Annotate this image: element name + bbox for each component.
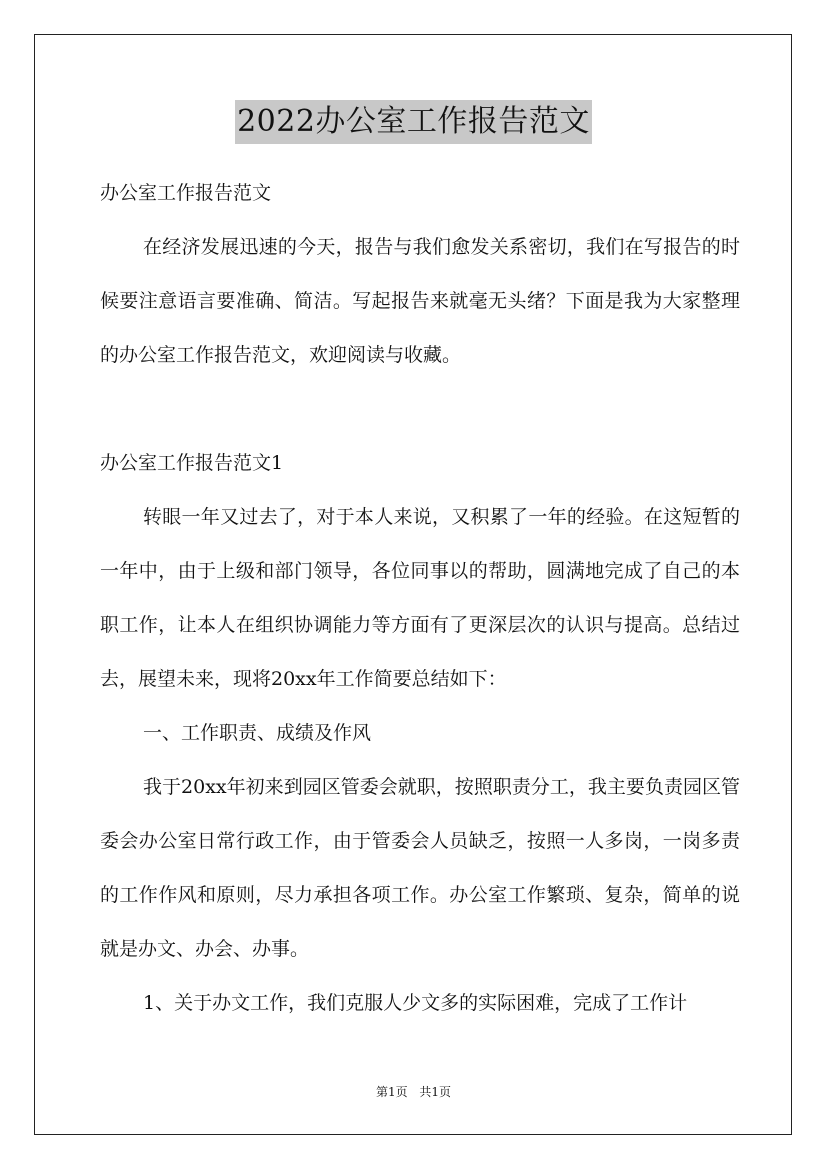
section-heading: 办公室工作报告范文 (100, 182, 272, 204)
title-container (0, 100, 827, 144)
page-number: 第1页 (375, 1085, 408, 1099)
body-paragraph: 转眼一年又过去了，对于本人来说，又积累了一年的经验。在这短暂的一年中，由于上级和部门领导，各位同事以的帮助，圆满地完成了自己的本职工作，让本人在组织协调能力等方面有了更深层次的认识与提高。总结过去，展望未来，现将20xx年工作简要总结如下： (100, 506, 740, 690)
blank-line (100, 382, 740, 436)
body-paragraph: 我于20xx年初来到园区管委会就职，按照职责分工，我主要负责园区管委会办公室日常行政工作，由于管委会人员缺乏，按照一人多岗，一岗多责的工作作风和原则，尽力承担各项工作。办公室工作繁琐、复杂，简单的说就是办文、办会、办事。 (100, 776, 740, 960)
document-title: 2022办公室工作报告范文 (235, 100, 592, 144)
document-body (100, 166, 740, 1030)
body-paragraph: 1、关于办文工作，我们克服人少文多的实际困难，完成了工作计 (143, 992, 688, 1014)
page-total: 共1页 (419, 1085, 452, 1099)
section-heading: 办公室工作报告范文1 (100, 452, 284, 474)
subsection-heading: 一、工作职责、成绩及作风 (143, 722, 372, 744)
page-footer (0, 1083, 827, 1100)
intro-paragraph: 在经济发展迅速的今天，报告与我们愈发关系密切，我们在写报告的时候要注意语言要准确、简洁。写起报告来就毫无头绪？下面是我为大家整理的办公室工作报告范文，欢迎阅读与收藏。 (100, 236, 740, 366)
